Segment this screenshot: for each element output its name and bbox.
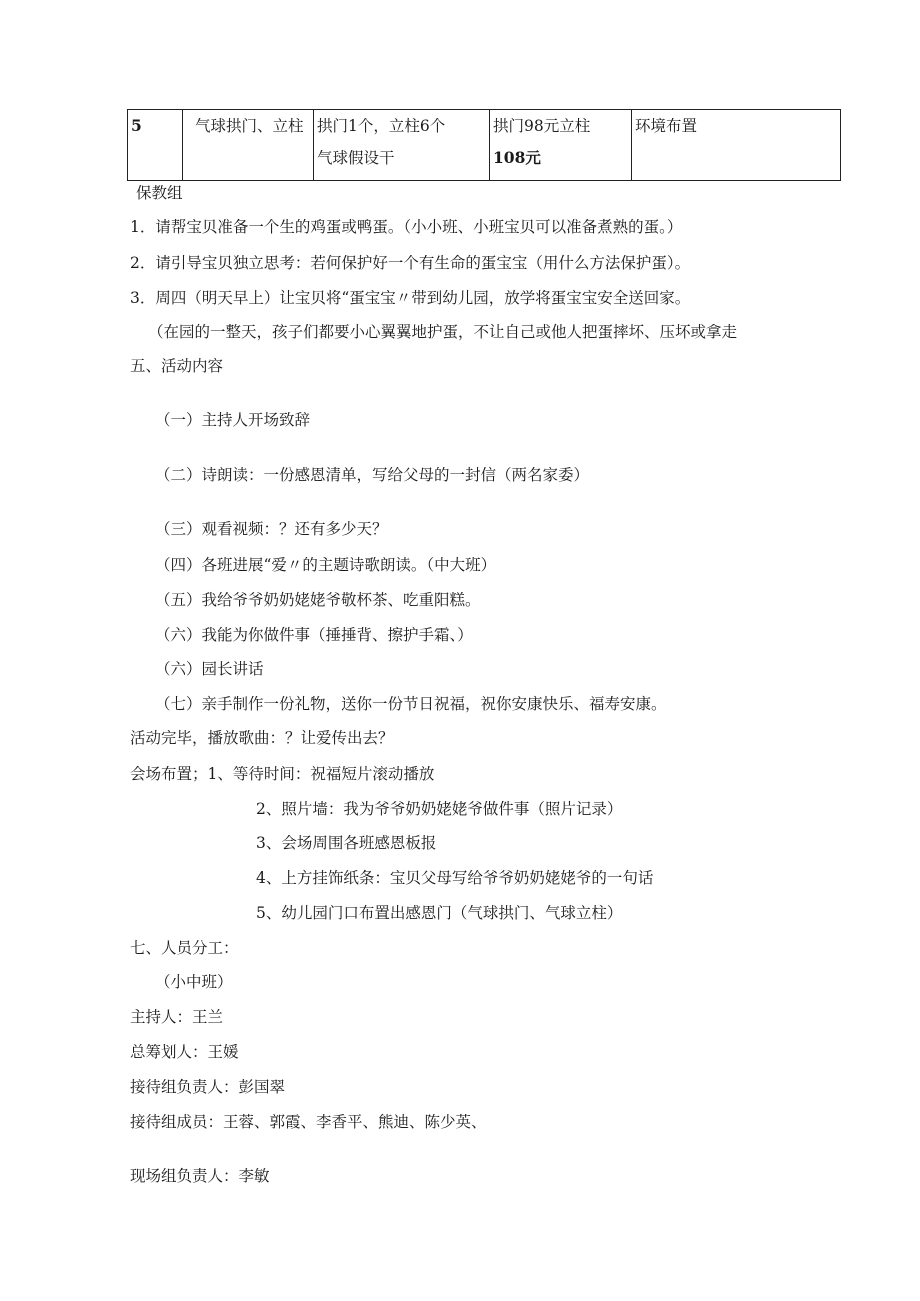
section-heading-activity: 五、活动内容 xyxy=(130,357,224,375)
list-item: 5、幼儿园门口布置出感恩门（气球拱门、气球立柱） xyxy=(256,904,623,922)
list-item: 2．请引导宝贝独立思考：若何保护好一个有生命的蛋宝宝（用什么方法保护蛋）。 xyxy=(130,254,691,272)
staff-host: 主持人：王兰 xyxy=(130,1008,224,1026)
closing-text: 活动完毕，播放歌曲：？让爱传出去？ xyxy=(130,729,394,747)
section-heading-baojiao: 保教组 xyxy=(136,184,183,202)
list-item: 4、上方挂饰纸条：宝贝父母写给爷爷奶奶姥姥爷的一句话 xyxy=(256,869,654,887)
cell-no: 5 xyxy=(128,110,183,181)
list-item: （三）观看视频：？还有多少天？ xyxy=(155,520,388,538)
list-item: （五）我给爷爷奶奶姥姥爷敬杯茶、吃重阳糕。 xyxy=(155,591,481,609)
staff-reception-lead: 接待组负责人：彭国翠 xyxy=(130,1078,286,1096)
cell-qty: 拱门1个，立柱6个 气球假设干 xyxy=(314,110,490,181)
cell-price: 拱门98元立柱 108元 xyxy=(490,110,632,181)
list-item: （七）亲手制作一份礼物，送你一份节日祝福，祝你安康快乐、福寿安康。 xyxy=(155,695,667,713)
venue-first-line: 会场布置；1、等待时间：祝福短片滚动播放 xyxy=(130,765,435,783)
section-heading-staff: 七、人员分工： xyxy=(130,939,239,957)
list-item: （六）我能为你做件事（捶捶背、擦护手霜、） xyxy=(155,626,473,644)
list-item: （二）诗朗读：一份感恩清单，写给父母的一封信（两名家委） xyxy=(155,466,590,484)
list-item: （六）园长讲话 xyxy=(155,660,264,678)
list-item: （一）主持人开场致辞 xyxy=(155,411,311,429)
staff-onsite-lead: 现场组负责人：李敏 xyxy=(130,1167,270,1185)
supplies-table xyxy=(127,109,841,181)
table-row xyxy=(128,110,841,181)
list-item: （四）各班进展“爱〃的主题诗歌朗读。（中大班） xyxy=(155,556,497,574)
staff-planner: 总筹划人：王媛 xyxy=(130,1043,239,1061)
list-item: 2、照片墙：我为爷爷奶奶姥姥爷做件事（照片记录） xyxy=(256,800,623,818)
list-item: 3、会场周围各班感恩板报 xyxy=(256,834,437,852)
staff-group: （小中班） xyxy=(155,973,233,991)
cell-purpose: 环境布置 xyxy=(632,110,841,181)
cell-item: 气球拱门、立柱 xyxy=(183,110,314,181)
note-text: （在园的一整天，孩子们都要小心翼翼地护蛋，不让自己或他人把蛋摔坏、压坏或拿走 xyxy=(148,323,738,341)
staff-reception-members: 接待组成员：王蓉、郭霞、李香平、熊迪、陈少英、 xyxy=(130,1113,487,1131)
list-item: 3．周四（明天早上）让宝贝将“蛋宝宝〃带到幼儿园，放学将蛋宝宝安全送回家。 xyxy=(130,289,691,307)
list-item: 1．请帮宝贝准备一个生的鸡蛋或鸭蛋。（小小班、小班宝贝可以准备煮熟的蛋。） xyxy=(130,218,683,236)
